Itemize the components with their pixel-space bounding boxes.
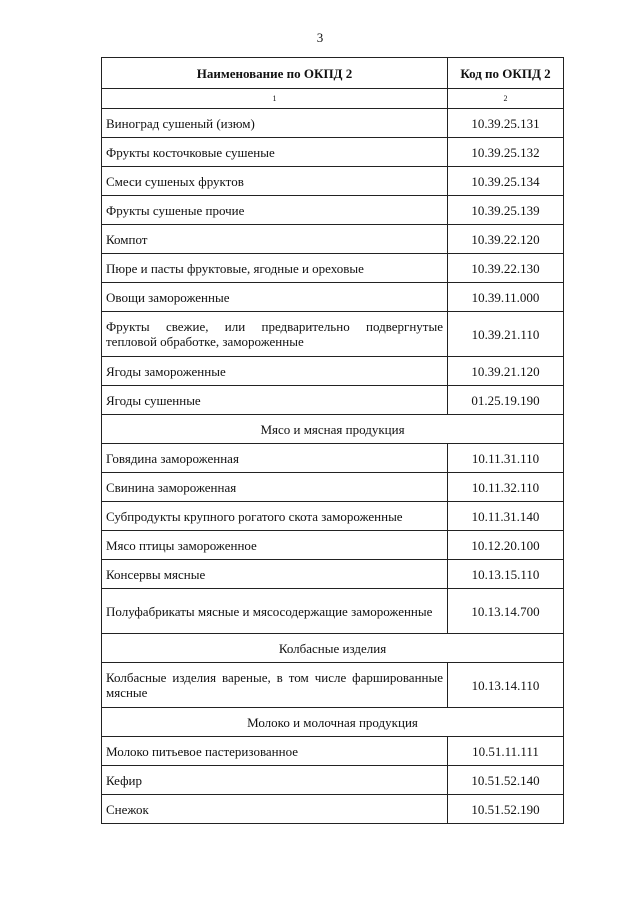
okpd-code-cell: 10.39.21.120 — [448, 357, 564, 386]
header-name: Наименование по ОКПД 2 — [102, 58, 448, 89]
okpd-code-cell: 10.39.25.132 — [448, 138, 564, 167]
page-number: 3 — [316, 30, 324, 45]
section-row — [102, 634, 564, 663]
product-name-cell: Овощи замороженные — [102, 283, 448, 312]
table-body — [102, 89, 564, 824]
column-index-name: 1 — [102, 89, 448, 109]
table-row — [102, 663, 564, 708]
product-name-cell: Снежок — [102, 795, 448, 824]
table-row — [102, 357, 564, 386]
okpd-code-cell: 10.51.52.190 — [448, 795, 564, 824]
table-row — [102, 502, 564, 531]
product-name-cell: Консервы мясные — [102, 560, 448, 589]
section-row — [102, 708, 564, 737]
column-index-code: 2 — [448, 89, 564, 109]
product-name-cell: Компот — [102, 225, 448, 254]
product-name-cell: Кефир — [102, 766, 448, 795]
product-name-cell: Пюре и пасты фруктовые, ягодные и ореховые — [102, 254, 448, 283]
header-code: Код по ОКПД 2 — [448, 58, 564, 89]
product-name-cell: Смеси сушеных фруктов — [102, 167, 448, 196]
section-title: Мясо и мясная продукция — [102, 415, 564, 444]
product-name-cell: Колбасные изделия вареные, в том числе фаршированные мясные — [102, 663, 448, 708]
okpd-code-cell: 10.51.52.140 — [448, 766, 564, 795]
table-row — [102, 444, 564, 473]
table-row — [102, 138, 564, 167]
table-row — [102, 589, 564, 634]
product-name-cell: Фрукты косточковые сушеные — [102, 138, 448, 167]
table-header-row — [102, 58, 564, 89]
product-name-cell: Говядина замороженная — [102, 444, 448, 473]
column-index-row — [102, 89, 564, 109]
product-name-cell: Молоко питьевое пастеризованное — [102, 737, 448, 766]
product-name-cell: Свинина замороженная — [102, 473, 448, 502]
table-row — [102, 795, 564, 824]
okpd-code-cell: 10.13.15.110 — [448, 560, 564, 589]
okpd-code-cell: 10.39.25.131 — [448, 109, 564, 138]
product-name-cell: Виноград сушеный (изюм) — [102, 109, 448, 138]
okpd-code-cell: 10.39.11.000 — [448, 283, 564, 312]
table-row — [102, 473, 564, 502]
product-name-cell: Ягоды сушенные — [102, 386, 448, 415]
section-title: Молоко и молочная продукция — [102, 708, 564, 737]
table-row — [102, 283, 564, 312]
okpd-code-cell: 10.13.14.110 — [448, 663, 564, 708]
table-row — [102, 531, 564, 560]
table-row — [102, 254, 564, 283]
okpd-code-cell: 10.11.32.110 — [448, 473, 564, 502]
product-name-cell: Фрукты свежие, или предварительно подвергнутые тепловой обработке, замороженные — [102, 312, 448, 357]
okpd-code-cell: 10.39.25.139 — [448, 196, 564, 225]
table-row — [102, 386, 564, 415]
product-name-cell: Мясо птицы замороженное — [102, 531, 448, 560]
table-row — [102, 560, 564, 589]
product-name-cell: Ягоды замороженные — [102, 357, 448, 386]
okpd-code-cell: 10.12.20.100 — [448, 531, 564, 560]
table-row — [102, 196, 564, 225]
okpd-code-table — [101, 57, 564, 824]
section-title: Колбасные изделия — [102, 634, 564, 663]
okpd-code-cell: 10.39.25.134 — [448, 167, 564, 196]
okpd-code-cell: 10.39.22.120 — [448, 225, 564, 254]
table-row — [102, 766, 564, 795]
okpd-code-cell: 10.39.22.130 — [448, 254, 564, 283]
okpd-code-cell: 10.13.14.700 — [448, 589, 564, 634]
table-row — [102, 737, 564, 766]
section-row — [102, 415, 564, 444]
product-name-cell: Фрукты сушеные прочие — [102, 196, 448, 225]
okpd-code-cell: 10.51.11.111 — [448, 737, 564, 766]
okpd-code-cell: 10.11.31.140 — [448, 502, 564, 531]
table-row — [102, 167, 564, 196]
table-row — [102, 312, 564, 357]
product-name-cell: Полуфабрикаты мясные и мясосодержащие замороженные — [102, 589, 448, 634]
okpd-code-cell: 10.39.21.110 — [448, 312, 564, 357]
okpd-code-cell: 10.11.31.110 — [448, 444, 564, 473]
okpd-code-cell: 01.25.19.190 — [448, 386, 564, 415]
table-row — [102, 225, 564, 254]
product-name-cell: Субпродукты крупного рогатого скота замороженные — [102, 502, 448, 531]
table-row — [102, 109, 564, 138]
